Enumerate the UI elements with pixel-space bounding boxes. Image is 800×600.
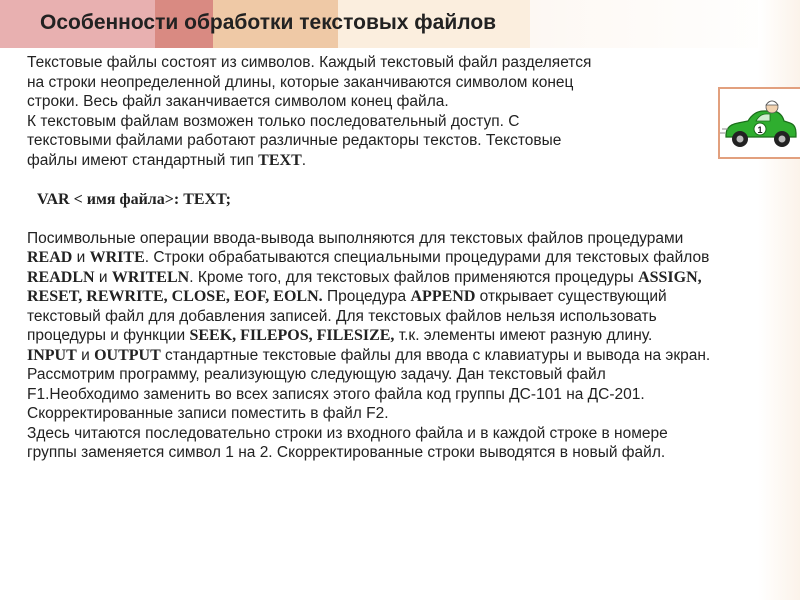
para1-line1: Текстовые файлы состоят из символов. Каждый текстовый файл разделяется — [27, 54, 592, 71]
keyword-text: TEXT — [258, 151, 302, 169]
para4-text: стандартные текстовые файлы для ввода с клавиатуры и вывода на экран. — [160, 346, 711, 364]
para3-text: . Строки обрабатываются специальными процедурами для текстовых файлов — [144, 249, 710, 266]
keyword-append: APPEND — [410, 288, 476, 305]
var-declaration: VAR < имя файла>: TEXT; — [37, 190, 231, 208]
keyword-write: WRITE — [89, 249, 145, 266]
para2-line2: текстовыми файлами работают различные редакторы текстов. Текстовые — [27, 132, 562, 149]
slide-body — [27, 53, 717, 463]
keyword-output: OUTPUT — [94, 346, 161, 364]
para2-line1: К текстовым файлам возможен только последовательный доступ. С — [27, 112, 520, 130]
paragraph-access — [27, 112, 717, 171]
paragraph-procedures — [27, 229, 717, 346]
paragraph-text-files — [27, 53, 717, 112]
keyword-input: INPUT — [27, 346, 77, 364]
para3-text: и — [94, 268, 112, 286]
keyword-writeln: WRITELN — [111, 268, 190, 286]
para1-line2: на строки неопределенной длины, которые заканчиваются символом конец — [27, 73, 574, 91]
para3-text: Процедура — [322, 288, 411, 305]
para1-line3: строки. Весь файл заканчивается символом конец файла. — [27, 93, 449, 110]
para3-text: т.к. элементы имеют разную длину. — [394, 327, 653, 344]
spacer — [27, 209, 717, 229]
paragraph-standard-files — [27, 346, 717, 366]
paragraph-explanation: Здесь читаются последовательно строки из входного файла и в каждой строке в номере группы заменяется символ 1 на 2. Скорректированные строки выводятся в новый файл. — [27, 424, 668, 461]
slide-title: Особенности обработки текстовых файлов — [40, 11, 497, 34]
race-car-icon — [720, 89, 800, 157]
keyword-file-procedures: ASSIGN, RESET, REWRITE, CLOSE, EOF, EOLN. — [27, 268, 702, 305]
paragraph-task: Рассмотрим программу, реализующую следующую задачу. Дан текстовый файл F1.Необходимо заменить во всех записях этого файла код группы ДС-101 на ДС-201. Скорректированные записи поместить в файл F2. — [27, 366, 645, 422]
car-number-label: 1 — [757, 125, 763, 135]
car-illustration-frame — [718, 87, 800, 159]
keyword-readln: READLN — [27, 268, 95, 286]
para3-text: Посимвольные операции ввода-вывода выполняются для текстовых файлов процедурами — [27, 229, 684, 247]
keyword-read: READ — [27, 249, 73, 266]
para4-text: и — [76, 346, 95, 364]
para3-text: . Кроме того, для текстовых файлов применяются процедуры — [189, 268, 639, 286]
para2-line3-end: . — [301, 151, 307, 169]
spacer — [27, 170, 717, 190]
para3-text: и — [72, 249, 90, 266]
keyword-seek-functions: SEEK, FILEPOS, FILESIZE, — [189, 327, 395, 344]
para3-text: открывает существующий текстовый файл для добавления записей. Для текстовых файлов нельзя использовать процедуры и функции — [27, 288, 667, 344]
para2-line3-start: файлы имеют стандартный тип — [27, 151, 259, 169]
